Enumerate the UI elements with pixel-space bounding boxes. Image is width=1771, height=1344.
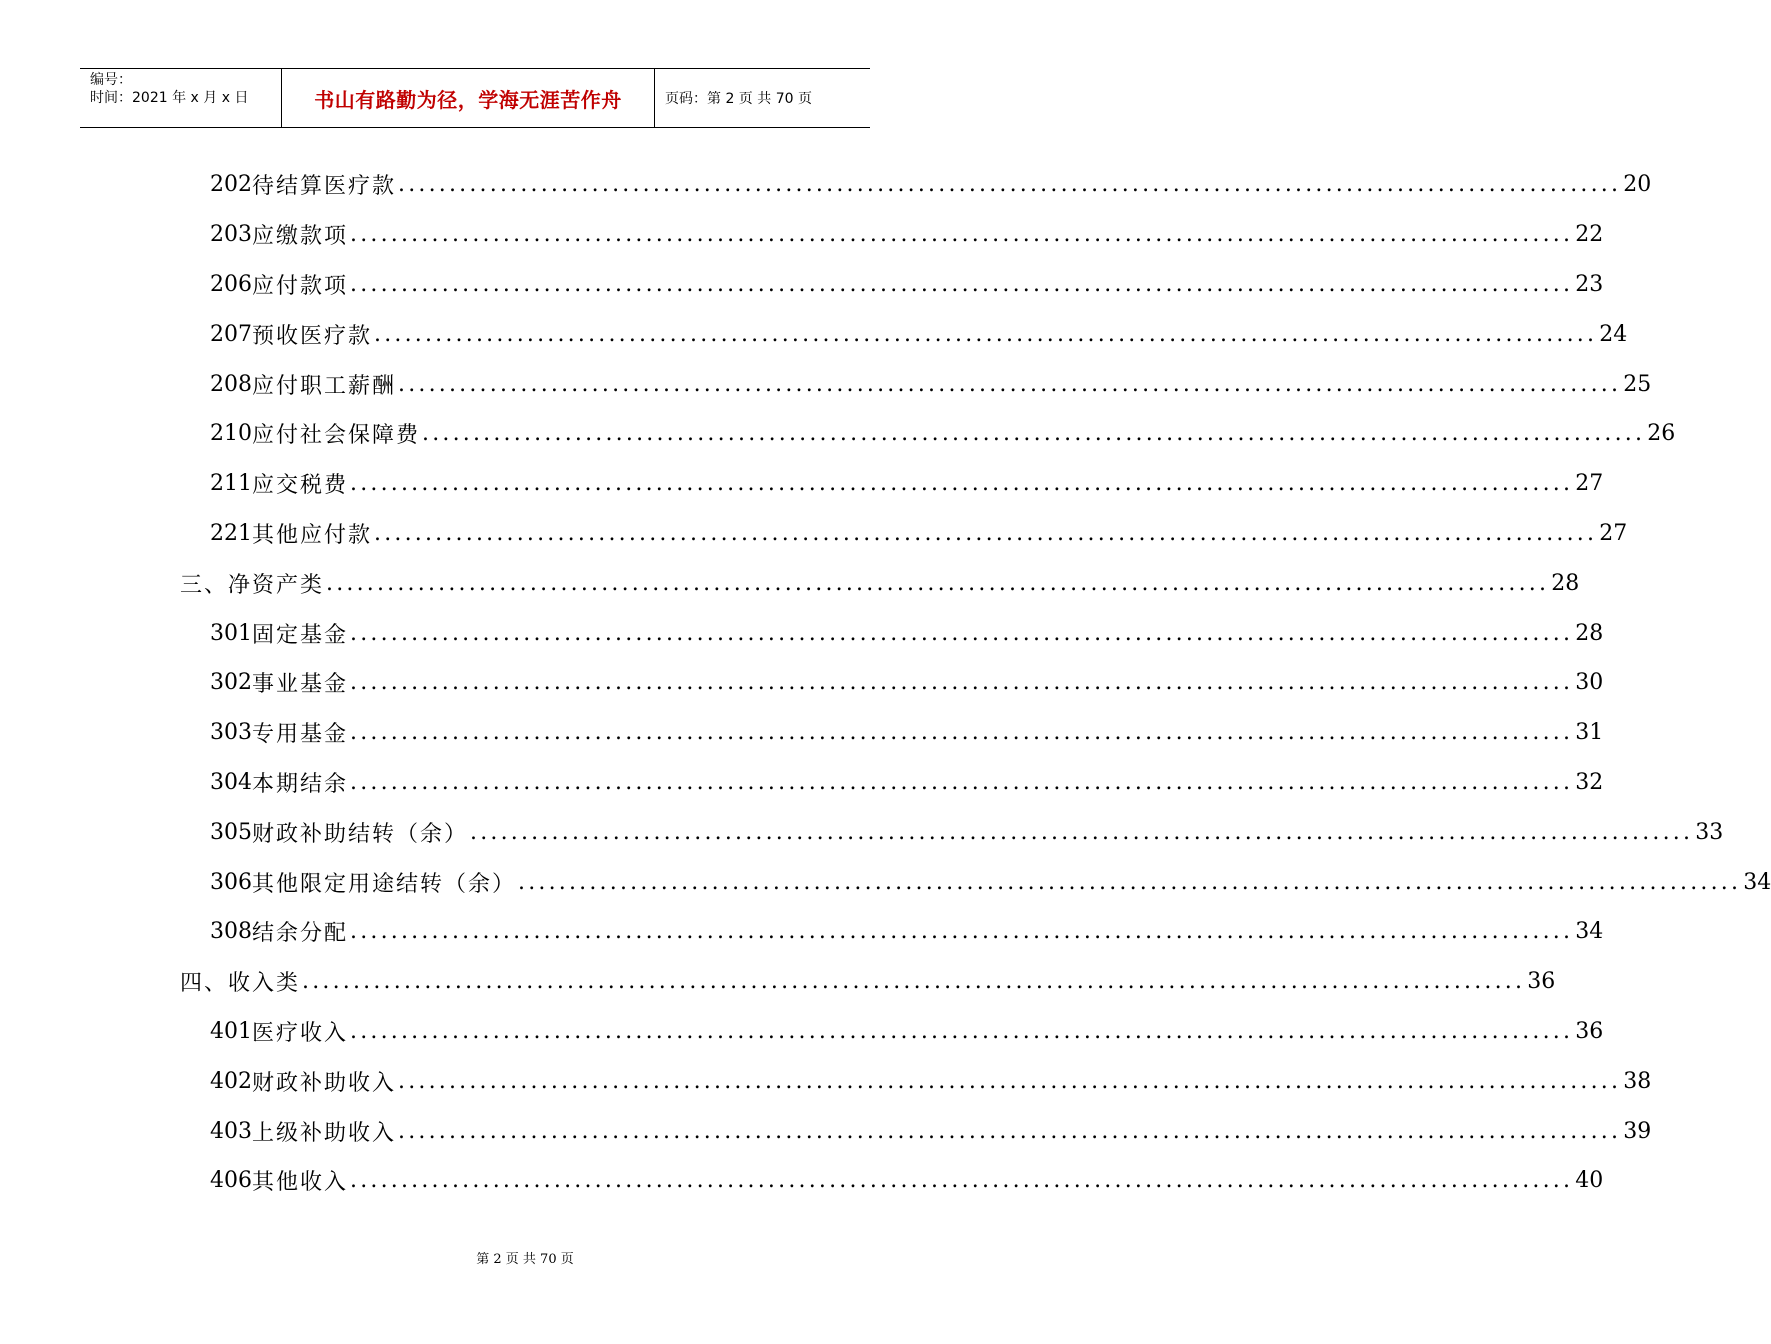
toc-entry-code: 304 <box>210 769 252 795</box>
toc-entry-page: 38 <box>1623 1068 1652 1094</box>
toc-entry[interactable] <box>180 459 1604 509</box>
page-footer: 第 2 页 共 70 页 <box>476 1252 574 1267</box>
toc-leader-dots: ........................................................................................................................ <box>350 670 1574 696</box>
toc-entry[interactable] <box>180 509 1628 559</box>
toc-leader-dots: ........................................................................................................................ <box>326 570 1550 596</box>
toc-section-heading[interactable] <box>180 558 1580 608</box>
toc-entry[interactable] <box>180 359 1652 409</box>
toc-entry-title: 待结算医疗款 <box>252 174 397 200</box>
toc-entry-title: 固定基金 <box>252 622 349 648</box>
toc-leader-dots: ........................................................................................................................ <box>350 720 1574 746</box>
header-motto: 书山有路勤为径，学海无涯苦作舟 <box>282 69 655 127</box>
toc-entry-code: 301 <box>210 620 252 646</box>
toc-entry-page: 28 <box>1551 570 1580 596</box>
toc-leader-dots: ........................................................................................................................ <box>350 271 1574 297</box>
toc-entry-page: 36 <box>1527 969 1556 995</box>
toc-entry-code: 308 <box>210 919 252 945</box>
toc-entry-title: 三、净资产类 <box>180 572 325 598</box>
toc-entry-code: 207 <box>210 321 252 347</box>
toc-entry-page: 36 <box>1575 1018 1604 1044</box>
toc-entry[interactable] <box>180 608 1604 658</box>
toc-entry-page: 34 <box>1743 869 1771 895</box>
toc-entry-title: 应缴款项 <box>252 224 349 250</box>
toc-entry-page: 25 <box>1623 371 1652 397</box>
toc-entry[interactable] <box>180 758 1604 808</box>
toc-leader-dots: ........................................................................................................................ <box>350 919 1574 945</box>
toc-entry-code: 211 <box>210 471 252 497</box>
toc-entry-title: 财政补助结转（余） <box>252 821 469 847</box>
toc-entry-title: 其他应付款 <box>252 522 373 548</box>
toc-entry-code: 401 <box>210 1018 252 1044</box>
toc-entry[interactable] <box>180 1056 1652 1106</box>
toc-leader-dots: ........................................................................................................................ <box>398 172 1622 198</box>
toc-entry-page: 30 <box>1575 670 1604 696</box>
toc-leader-dots: ........................................................................................................................ <box>350 1018 1574 1044</box>
toc-entry-code: 306 <box>210 869 252 895</box>
toc-entry[interactable] <box>180 260 1604 310</box>
toc-entry-title: 其他限定用途结转（余） <box>252 871 517 897</box>
header-page-label: 页码：第 2 页 共 70 页 <box>665 91 812 107</box>
toc-entry-code: 203 <box>210 222 252 248</box>
toc-leader-dots: ........................................................................................................................ <box>398 1068 1622 1094</box>
toc-section-heading[interactable] <box>180 957 1556 1007</box>
toc-leader-dots: ........................................................................................................................ <box>302 969 1526 995</box>
toc-entry-title: 四、收入类 <box>180 971 301 997</box>
toc-entry[interactable] <box>180 1156 1604 1206</box>
page-header <box>80 68 870 128</box>
toc-entry[interactable] <box>180 708 1604 758</box>
toc-leader-dots: ........................................................................................................................ <box>518 869 1742 895</box>
toc-entry[interactable] <box>180 210 1604 260</box>
toc-entry-page: 40 <box>1575 1168 1604 1194</box>
toc-entry-code: 221 <box>210 520 252 546</box>
header-meta <box>80 69 282 127</box>
toc-leader-dots: ........................................................................................................................ <box>422 421 1646 447</box>
toc-entry-title: 应交税费 <box>252 473 349 499</box>
toc-entry-title: 财政补助收入 <box>252 1070 397 1096</box>
header-number-label: 编号： <box>90 72 132 88</box>
toc-entry-title: 专用基金 <box>252 722 349 748</box>
toc-entry-title: 医疗收入 <box>252 1020 349 1046</box>
toc-entry-code: 206 <box>210 271 252 297</box>
toc-entry-code: 303 <box>210 720 252 746</box>
toc-leader-dots: ........................................................................................................................ <box>350 222 1574 248</box>
toc-entry-page: 28 <box>1575 620 1604 646</box>
toc-entry[interactable] <box>180 807 1724 857</box>
toc-entry-page: 32 <box>1575 769 1604 795</box>
toc-entry[interactable] <box>180 1106 1652 1156</box>
table-of-contents <box>180 160 1771 1206</box>
toc-entry-page: 39 <box>1623 1118 1652 1144</box>
toc-entry-code: 406 <box>210 1168 252 1194</box>
toc-leader-dots: ........................................................................................................................ <box>350 620 1574 646</box>
toc-entry-code: 302 <box>210 670 252 696</box>
toc-entry[interactable] <box>180 160 1652 210</box>
toc-entry[interactable] <box>180 309 1628 359</box>
toc-entry-code: 402 <box>210 1068 252 1094</box>
toc-entry-code: 305 <box>210 819 252 845</box>
toc-entry-page: 20 <box>1623 172 1652 198</box>
header-time-label: 时间：2021 年 x 月 x 日 <box>90 90 249 106</box>
toc-entry-page: 33 <box>1695 819 1724 845</box>
toc-entry-title: 结余分配 <box>252 921 349 947</box>
toc-entry-title: 应付社会保障费 <box>252 423 421 449</box>
toc-entry-page: 24 <box>1599 321 1628 347</box>
toc-entry[interactable] <box>180 409 1676 459</box>
toc-entry-title: 事业基金 <box>252 672 349 698</box>
toc-entry-page: 27 <box>1575 471 1604 497</box>
toc-entry-page: 26 <box>1647 421 1676 447</box>
toc-leader-dots: ........................................................................................................................ <box>398 1118 1622 1144</box>
toc-leader-dots: ........................................................................................................................ <box>398 371 1622 397</box>
toc-entry-code: 210 <box>210 421 252 447</box>
toc-leader-dots: ........................................................................................................................ <box>374 520 1598 546</box>
toc-entry-code: 202 <box>210 172 252 198</box>
toc-entry-title: 应付职工薪酬 <box>252 373 397 399</box>
toc-entry-page: 23 <box>1575 271 1604 297</box>
toc-entry-title: 上级补助收入 <box>252 1120 397 1146</box>
toc-entry-code: 403 <box>210 1118 252 1144</box>
toc-entry-title: 应付款项 <box>252 273 349 299</box>
toc-entry-page: 22 <box>1575 222 1604 248</box>
toc-leader-dots: ........................................................................................................................ <box>350 769 1574 795</box>
toc-entry-code: 208 <box>210 371 252 397</box>
toc-leader-dots: ........................................................................................................................ <box>350 471 1574 497</box>
toc-entry-page: 34 <box>1575 919 1604 945</box>
toc-entry-title: 其他收入 <box>252 1170 349 1196</box>
toc-leader-dots: ........................................................................................................................ <box>374 321 1598 347</box>
toc-entry[interactable] <box>180 857 1771 907</box>
toc-entry-page: 27 <box>1599 520 1628 546</box>
toc-leader-dots: ........................................................................................................................ <box>350 1168 1574 1194</box>
toc-entry-page: 31 <box>1575 720 1604 746</box>
toc-entry[interactable] <box>180 1007 1604 1057</box>
toc-entry[interactable] <box>180 907 1604 957</box>
toc-entry-title: 本期结余 <box>252 771 349 797</box>
toc-entry[interactable] <box>180 658 1604 708</box>
toc-entry-title: 预收医疗款 <box>252 323 373 349</box>
toc-leader-dots: ........................................................................................................................ <box>470 819 1694 845</box>
